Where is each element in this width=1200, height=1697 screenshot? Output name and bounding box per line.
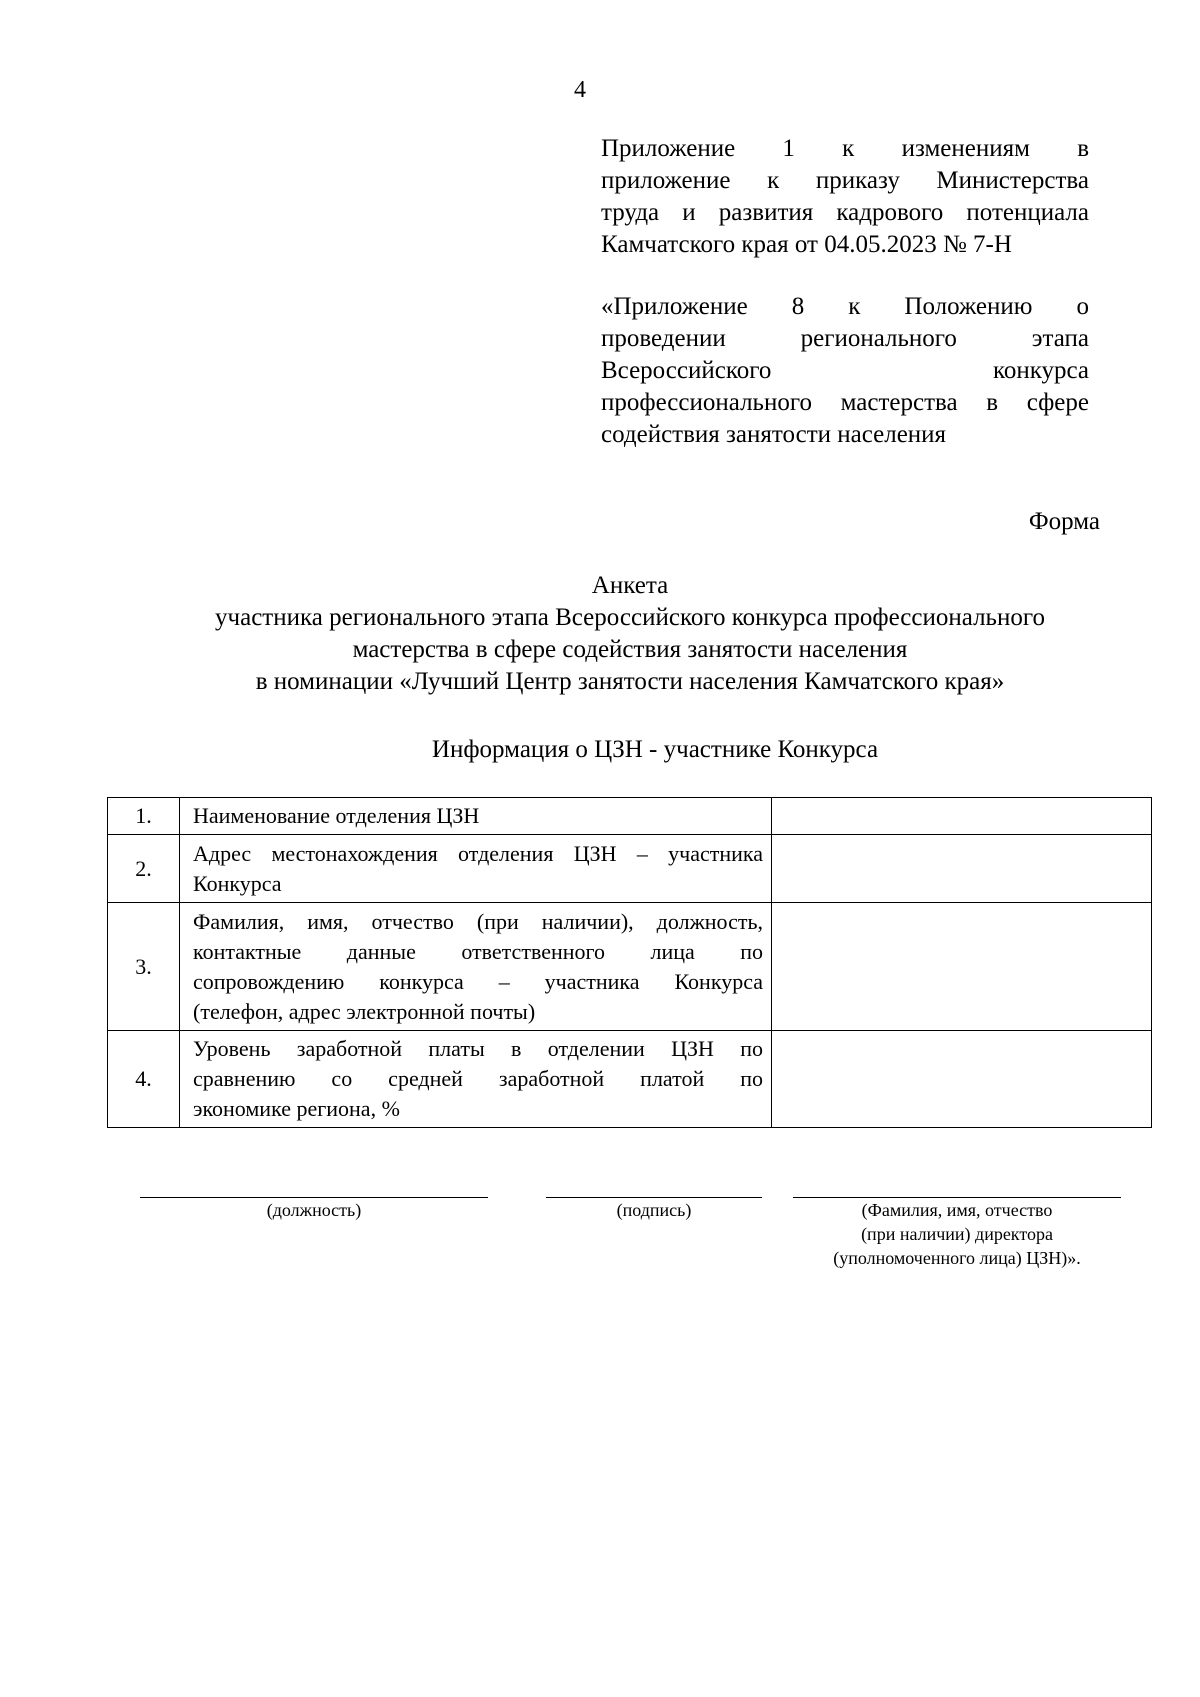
quote-appendix-line: содействия занятости населения [601,421,947,448]
quote-appendix-line: «Приложение 8 к Положению о [601,293,1089,320]
row-value-cell[interactable] [772,835,1152,903]
table-row [108,798,1152,835]
row-number: 3. [108,903,180,1031]
title-line: в номинации «Лучший Центр занятости населения Камчатского края» [255,668,1005,695]
table-row [108,1031,1152,1128]
quote-appendix-line: Всероссийского конкурса [601,357,1089,384]
name-label [793,1198,1121,1270]
position-label: (должность) [266,1200,362,1220]
name-label-line: (при наличии) директора [861,1224,1053,1244]
appendix-reference [601,133,1089,261]
appendix-line: Приложение 1 к изменениям в [601,135,1089,162]
row-number: 4. [108,1031,180,1128]
name-label-line: (уполномоченного лица) ЦЗН)». [833,1248,1081,1268]
title-line: мастерства в сфере содействия занятости населения [352,636,908,663]
appendix-line: Камчатского края от 04.05.2023 № 7-Н [601,231,1012,258]
row-value-cell[interactable] [772,798,1152,835]
appendix-line: труда и развития кадрового потенциала [601,199,1089,226]
row-description: Адрес местонахождения отделения ЦЗН – участника Конкурса [180,835,772,903]
quote-appendix-reference [601,291,1089,451]
row-description: Фамилия, имя, отчество (при наличии), должность, контактные данные ответственного лица по сопровождению конкурса – участника Конкурса (телефон, адрес электронной почты) [180,903,772,1031]
name-label-line: (Фамилия, имя, отчество [861,1200,1053,1220]
quote-appendix-line: проведении регионального этапа [601,325,1089,352]
form-label: Форма [1028,508,1100,535]
participant-info-table [107,797,1152,1128]
row-number: 1. [108,798,180,835]
quote-appendix-line: профессионального мастерства в сфере [601,389,1089,416]
title-line: Анкета [591,572,669,599]
table-row [108,903,1152,1031]
row-description: Наименование отделения ЦЗН [180,798,772,835]
signature-label: (подпись) [616,1200,692,1220]
section-title: Информация о ЦЗН - участнике Конкурса [431,736,879,763]
row-description: Уровень заработной платы в отделении ЦЗН по сравнению со средней заработной платой по экономике региона, % [180,1031,772,1128]
document-title [0,570,1200,698]
row-number: 2. [108,835,180,903]
title-line: участника регионального этапа Всероссийского конкурса профессионального [215,604,1045,631]
page-number: 4 [574,77,586,103]
appendix-line: приложение к приказу Министерства [601,167,1089,194]
table-row [108,835,1152,903]
row-value-cell[interactable] [772,1031,1152,1128]
row-value-cell[interactable] [772,903,1152,1031]
